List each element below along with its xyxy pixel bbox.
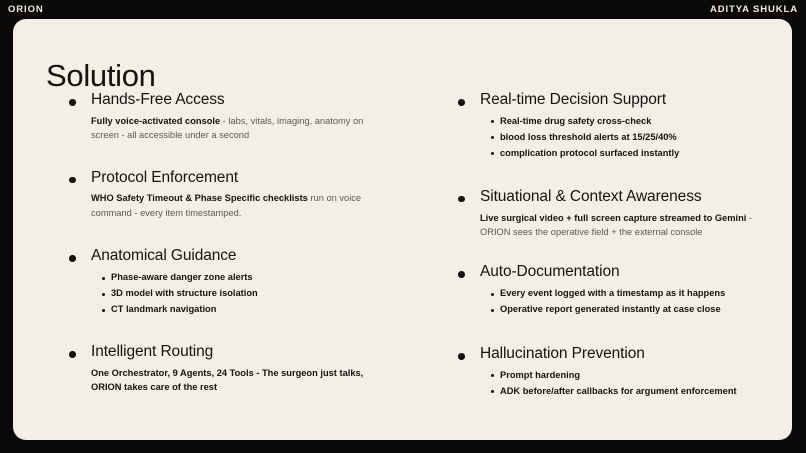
feature-title: Hallucination Prevention <box>480 345 645 363</box>
feature-bullet-list <box>480 286 779 318</box>
feature-description-rest: - ORION sees the operative field + the external console <box>480 212 753 237</box>
bullet-dot-icon <box>458 271 465 278</box>
list-item: CT landmark navigation <box>102 302 390 318</box>
feature-description <box>91 191 390 220</box>
feature-block <box>58 169 390 221</box>
feature-bullet-list <box>91 270 390 318</box>
top-bar <box>0 0 806 19</box>
list-item: Prompt hardening <box>491 368 779 384</box>
feature-description-emphasis: Fully voice-activated console <box>91 115 221 126</box>
feature-description <box>480 211 779 240</box>
bullet-dot-icon <box>69 351 76 358</box>
bullet-dot-icon <box>458 99 465 106</box>
feature-description <box>91 366 390 395</box>
feature-description-emphasis: One Orchestrator, 9 Agents, 24 Tools - The surgeon just talks, ORION takes care of the rest <box>91 367 364 393</box>
list-item: Phase-aware danger zone alerts <box>102 270 390 286</box>
feature-block <box>447 91 779 162</box>
list-item: 3D model with structure isolation <box>102 286 390 302</box>
feature-block <box>58 343 390 395</box>
feature-block <box>58 91 390 143</box>
bullet-dot-icon <box>458 353 465 360</box>
feature-title: Intelligent Routing <box>91 343 214 361</box>
right-column <box>402 91 791 400</box>
list-item: ADK before/after callbacks for argument enforcement <box>491 384 779 400</box>
feature-description-rest: run on voice command - every item timestamped. <box>91 193 362 218</box>
feature-bullet-list <box>480 114 779 162</box>
list-item: Operative report generated instantly at case close <box>491 302 779 318</box>
feature-title: Auto-Documentation <box>480 263 620 281</box>
bullet-dot-icon <box>458 196 465 203</box>
feature-block <box>447 188 779 240</box>
bullet-dot-icon <box>69 177 76 184</box>
feature-block <box>447 345 779 400</box>
feature-title: Anatomical Guidance <box>91 247 237 265</box>
feature-title: Real-time Decision Support <box>480 91 667 108</box>
feature-block <box>447 263 779 318</box>
bullet-dot-icon <box>69 255 76 262</box>
feature-block <box>58 247 390 318</box>
feature-description-rest: - labs, vitals, imaging, anatomy on screen - all accessible under a second <box>91 115 364 141</box>
author-label: ADITYA SHUKLA <box>709 3 798 15</box>
left-column <box>13 91 402 400</box>
brand-label: ORION <box>8 3 44 15</box>
list-item: blood loss threshold alerts at 15/25/40% <box>491 130 779 146</box>
feature-description <box>91 114 390 143</box>
feature-title: Hands-Free Access <box>91 91 225 108</box>
feature-description-emphasis: WHO Safety Timeout & Phase Specific checklists <box>91 193 308 204</box>
bullet-dot-icon <box>69 99 76 106</box>
feature-title: Situational & Context Awareness <box>480 187 702 205</box>
feature-title: Protocol Enforcement <box>91 168 239 186</box>
list-item: complication protocol surfaced instantly <box>491 146 779 162</box>
feature-bullet-list <box>480 368 779 400</box>
two-column-layout <box>13 91 792 400</box>
content-panel <box>13 19 792 440</box>
page-title: Solution <box>46 57 156 93</box>
feature-description-emphasis: Live surgical video + full screen capture streamed to Gemini <box>480 212 747 223</box>
list-item: Every event logged with a timestamp as it happens <box>491 286 779 302</box>
list-item: Real-time drug safety cross-check <box>491 114 779 130</box>
